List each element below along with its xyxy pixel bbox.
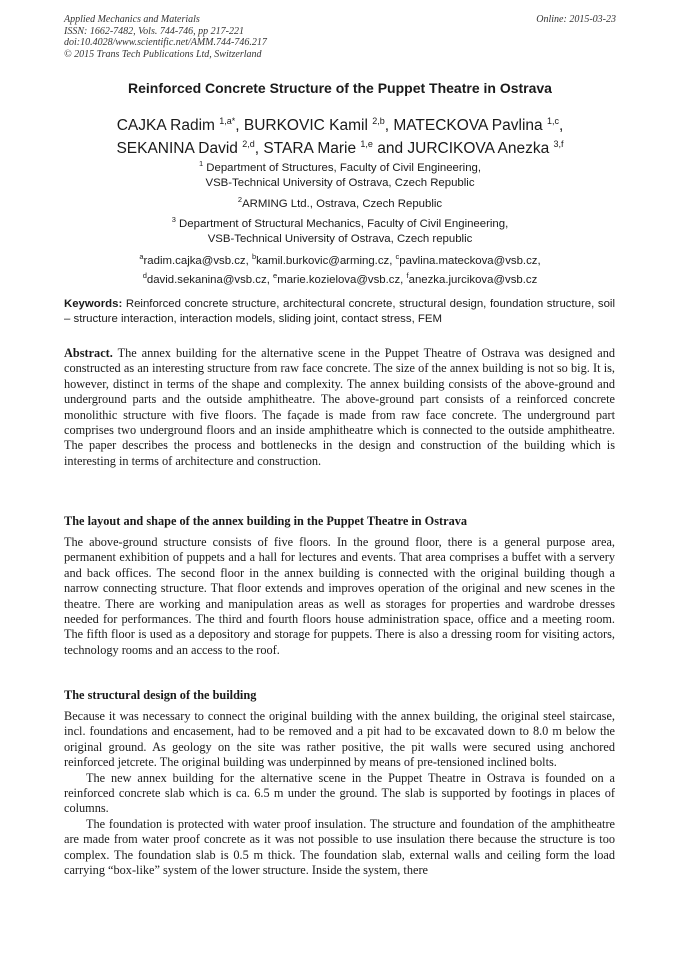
email-marker: f bbox=[406, 270, 409, 280]
affiliation-1 bbox=[40, 157, 640, 190]
journal-header bbox=[64, 14, 616, 60]
paragraph: The new annex building for the alternative scene in the Puppet Theatre in Ostrava is founded on a reinforced concrete slab which is ca. 6.5 m under the ground. The slab is supported by footings in places of columns. bbox=[64, 770, 615, 816]
email-address: kamil.burkovic@arming.cz, bbox=[256, 254, 396, 267]
email-list bbox=[40, 250, 640, 287]
email-address: radim.cajka@vsb.cz, bbox=[143, 254, 252, 267]
email-marker: d bbox=[142, 270, 147, 280]
affiliation-2-line-1 bbox=[40, 193, 640, 212]
journal-name: Applied Mechanics and Materials bbox=[64, 14, 200, 25]
affiliation-1-line-2: VSB-Technical University of Ostrava, Czech Republic bbox=[205, 176, 475, 189]
email-address: pavlina.mateckova@vsb.cz, bbox=[399, 254, 541, 267]
section-layout-body bbox=[64, 535, 615, 658]
author-separator: , bbox=[558, 117, 564, 135]
author-affiliation-marker: 1,e bbox=[360, 139, 373, 150]
author-affiliation-marker: 1,c bbox=[546, 116, 559, 126]
affiliation-3-line-2: VSB-Technical University of Ostrava, Czech republic bbox=[207, 232, 473, 245]
abstract-paragraph bbox=[64, 346, 615, 469]
keywords-block bbox=[64, 297, 615, 327]
author-name: , STARA Marie bbox=[254, 140, 361, 158]
paper-title: Reinforced Concrete Structure of the Puppet Theatre in Ostrava bbox=[128, 80, 552, 96]
copyright-line: © 2015 Trans Tech Publications Ltd, Switzerland bbox=[64, 48, 262, 60]
affiliation-3 bbox=[40, 213, 640, 246]
author-affiliation-marker: 1,a* bbox=[219, 116, 236, 126]
issn-line: ISSN: 1662-7482, Vols. 744-746, pp 217-221 bbox=[64, 25, 244, 37]
author-name: and JURCIKOVA Anezka bbox=[372, 140, 554, 158]
email-marker: a bbox=[139, 252, 144, 261]
affiliation-marker: 3 bbox=[171, 215, 176, 224]
author-line-2 bbox=[40, 135, 640, 158]
author-name: , MATECKOVA Pavlina bbox=[384, 117, 547, 135]
doi-line: doi:10.4028/www.scientific.net/AMM.744-746.217 bbox=[64, 37, 267, 49]
abstract-label: Abstract. bbox=[64, 346, 113, 360]
affiliation-1-line-1 bbox=[40, 157, 640, 176]
author-name: CAJKA Radim bbox=[116, 117, 220, 135]
email-line-2 bbox=[40, 269, 640, 288]
section-structural-design-body bbox=[64, 709, 615, 878]
abstract-text: The annex building for the alternative scene in the Puppet Theatre of Ostrava was designed and constructed as an interesting structure from raw face concrete. The size of the annex building is not so big. It is, however, distinct in terms of the shape and complexity. The annex building consists of the above-ground and underground parts and the outside amphitheatre. The above-ground part consists of a reinforced concrete monolithic structure with five floors. The façade is made from raw face concrete. The underground part comprises two underground floors and an inside amphitheatre which is connected to the outside amphitheatre. The paper describes the process and bottlenecks in the design and construction of the building which is interesting in terms of architecture and construction. bbox=[64, 346, 615, 468]
affiliation-text: Department of Structures, Faculty of Civil Engineering, bbox=[203, 161, 482, 174]
affiliation-marker: 2 bbox=[237, 195, 243, 204]
email-address: david.sekanina@vsb.cz, bbox=[146, 273, 274, 286]
email-marker: b bbox=[251, 252, 257, 261]
author-affiliation-marker: 3,f bbox=[553, 139, 564, 150]
keywords-text: Reinforced concrete structure, architectural concrete, structural design, foundation structure, soil – structure interaction, interaction models, sliding joint, contact stress, FEM bbox=[64, 298, 615, 325]
email-address: marie.kozielova@vsb.cz, bbox=[277, 273, 407, 286]
abstract-block bbox=[64, 346, 615, 469]
email-line-1 bbox=[40, 250, 640, 269]
author-affiliation-marker: 2,b bbox=[372, 116, 385, 126]
email-marker: c bbox=[395, 252, 400, 261]
email-marker: e bbox=[273, 270, 278, 280]
affiliation-text: Department of Structural Mechanics, Faculty of Civil Engineering, bbox=[175, 217, 509, 230]
author-line-1 bbox=[40, 112, 640, 135]
paragraph: Because it was necessary to connect the original building with the annex building, the original steel staircase, incl. foundations and encasement, had to be removed and a pit had to be excavated down to 8.0 m below the original ground. As geology on the site was rather positive, the pit walls were secured using anchored reinforced jetcrete. The original building was underpinned by means of pre-tensioned inclined bolts. bbox=[64, 709, 615, 770]
keywords-label: Keywords: bbox=[64, 298, 123, 310]
author-list bbox=[40, 112, 640, 158]
paragraph: The above-ground structure consists of five floors. In the ground floor, there is a general purpose area, permanent exhibition of puppets and a hall for lectures and events. That area comprises a buffet with a servery and back offices. The second floor in the annex building is connected with the original building though a narrow connecting structure. That floor extends and improves operation of the original and new scenes in the theatre. There are working and manipulation areas as well as storages for properties and wardrobe dresses needed for performances. The third and fourth floors house administration space, office and a meeting room. The fifth floor is used as a depository and storage for puppets. There is also a dressing room for visiting actors, technology rooms and an access to the roof. bbox=[64, 535, 615, 657]
section-heading-layout: The layout and shape of the annex building in the Puppet Theatre in Ostrava bbox=[64, 514, 468, 528]
author-name: SEKANINA David bbox=[116, 140, 243, 158]
affiliation-text: ARMING Ltd., Ostrava, Czech Republic bbox=[242, 197, 443, 210]
section-heading-structural-design: The structural design of the building bbox=[64, 688, 257, 702]
affiliation-marker: 1 bbox=[198, 159, 204, 168]
affiliation-2 bbox=[40, 193, 640, 212]
email-address: anezka.jurcikova@vsb.cz bbox=[408, 273, 538, 286]
author-affiliation-marker: 2,d bbox=[242, 139, 255, 150]
paragraph: The foundation is protected with water proof insulation. The structure and foundation of the amphitheatre are made from water proof concrete as it was not possible to use insulation there because the structure is too complex. The foundation slab is 0.5 m thick. The foundation slab, external walls and ceiling form the load carrying “box-like” system of the lower structure. Inside the system, there bbox=[64, 816, 615, 878]
affiliation-3-line-1 bbox=[40, 213, 640, 232]
online-date: Online: 2015-03-23 bbox=[536, 14, 616, 25]
author-name: , BURKOVIC Kamil bbox=[235, 117, 373, 135]
